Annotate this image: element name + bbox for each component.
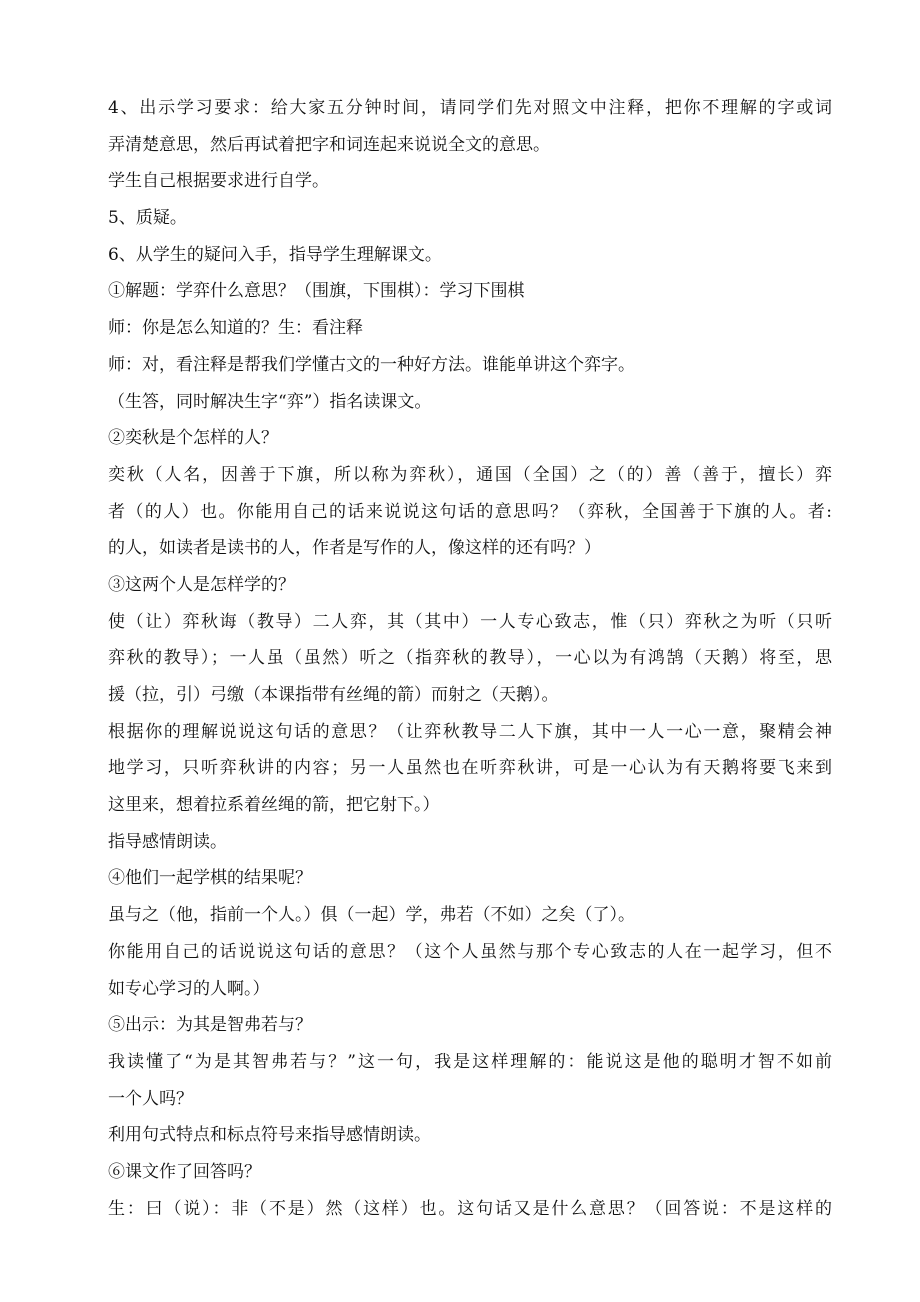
text-line: 援（拉，引）弓缴（本课指带有丝绳的箭）而射之（天鹅）。 bbox=[108, 685, 559, 705]
text-line: ⑤出示：为其是智弗若与？ bbox=[108, 1015, 312, 1036]
document-page bbox=[108, 90, 832, 1227]
text-line: 这里来，想着拉系着丝绳的箭，把它射下。） bbox=[108, 795, 440, 816]
text-line: ④他们一起学棋的结果呢？ bbox=[108, 868, 312, 889]
text-line: 生：曰（说）：非（不是）然（这样）也。这句话又是什么意思？（回答说：不是这样的 bbox=[108, 1198, 832, 1219]
text-line: ⑥课文作了回答吗？ bbox=[108, 1161, 261, 1182]
text-line: 我读懂了“为是其智弗若与？”这一句，我是这样理解的：能说这是他的聪明才智不如前 bbox=[108, 1051, 832, 1072]
text-line: 虽与之（他，指前一个人。）俱（一起）学，弗若（不如）之矣（了）。 bbox=[108, 905, 635, 926]
text-line: 师：你是怎么知道的？生：看注释 bbox=[108, 318, 363, 339]
text-line: 5、质疑。 bbox=[108, 208, 187, 229]
text-line: ②奕秋是个怎样的人？ bbox=[108, 428, 278, 449]
text-line: 根据你的理解说说这句话的意思？（让弈秋教导二人下旗，其中一人一心一意，聚精会神 bbox=[108, 721, 832, 742]
text-line: 学生自己根据要求进行自学。 bbox=[108, 171, 329, 192]
text-line: （生答，同时解决生字“弈”）指名读课文。 bbox=[108, 391, 432, 412]
text-line: 一个人吗？ bbox=[108, 1088, 193, 1109]
text-line: 的人，如读者是读书的人，作者是写作的人，像这样的还有吗？） bbox=[108, 538, 601, 559]
text-line: 者（的人）也。你能用自己的话来说说这句话的意思吗？（弈秋，全国善于下旗的人。者: bbox=[108, 501, 832, 522]
text-line: 你能用自己的话说说这句话的意思？（这个人虽然与那个专心致志的人在一起学习，但不 bbox=[108, 941, 832, 962]
text-line: 弄清楚意思，然后再试着把字和词连起来说说全文的意思。 bbox=[108, 134, 550, 155]
text-line: 如专心学习的人啊。） bbox=[108, 978, 270, 999]
text-line: 4、出示学习要求：给大家五分钟时间，请同学们先对照文中注释，把你不理解的字或词 bbox=[108, 98, 832, 118]
text-line: ③这两个人是怎样学的？ bbox=[108, 574, 295, 595]
text-line: ①解题：学弈什么意思？（围旗，下围棋）：学习下围棋 bbox=[108, 281, 525, 302]
text-line: 师：对，看注释是帮我们学懂古文的一种好方法。谁能单讲这个弈字。 bbox=[108, 354, 635, 375]
text-line: 使（让）弈秋诲（教导）二人弈，其（其中）一人专心致志，惟（只）弈秋之为听（只听 bbox=[108, 611, 832, 632]
text-line: 6、从学生的疑问入手，指导学生理解课文。 bbox=[108, 244, 442, 265]
text-line: 奕秋（人名，因善于下旗，所以称为弈秋），通国（全国）之（的）善（善于，擅长）弈 bbox=[108, 464, 832, 485]
text-line: 利用句式特点和标点符号来指导感情朗读。 bbox=[108, 1125, 431, 1146]
text-line: 指导感情朗读。 bbox=[108, 831, 227, 852]
text-line: 弈秋的教导）；一人虽（虽然）听之（指弈秋的教导），一心以为有鸿鹄（天鹅）将至，思 bbox=[108, 648, 832, 669]
text-line: 地学习，只听弈秋讲的内容；另一人虽然也在听弈秋讲，可是一心认为有天鹅将要飞来到 bbox=[108, 758, 832, 779]
